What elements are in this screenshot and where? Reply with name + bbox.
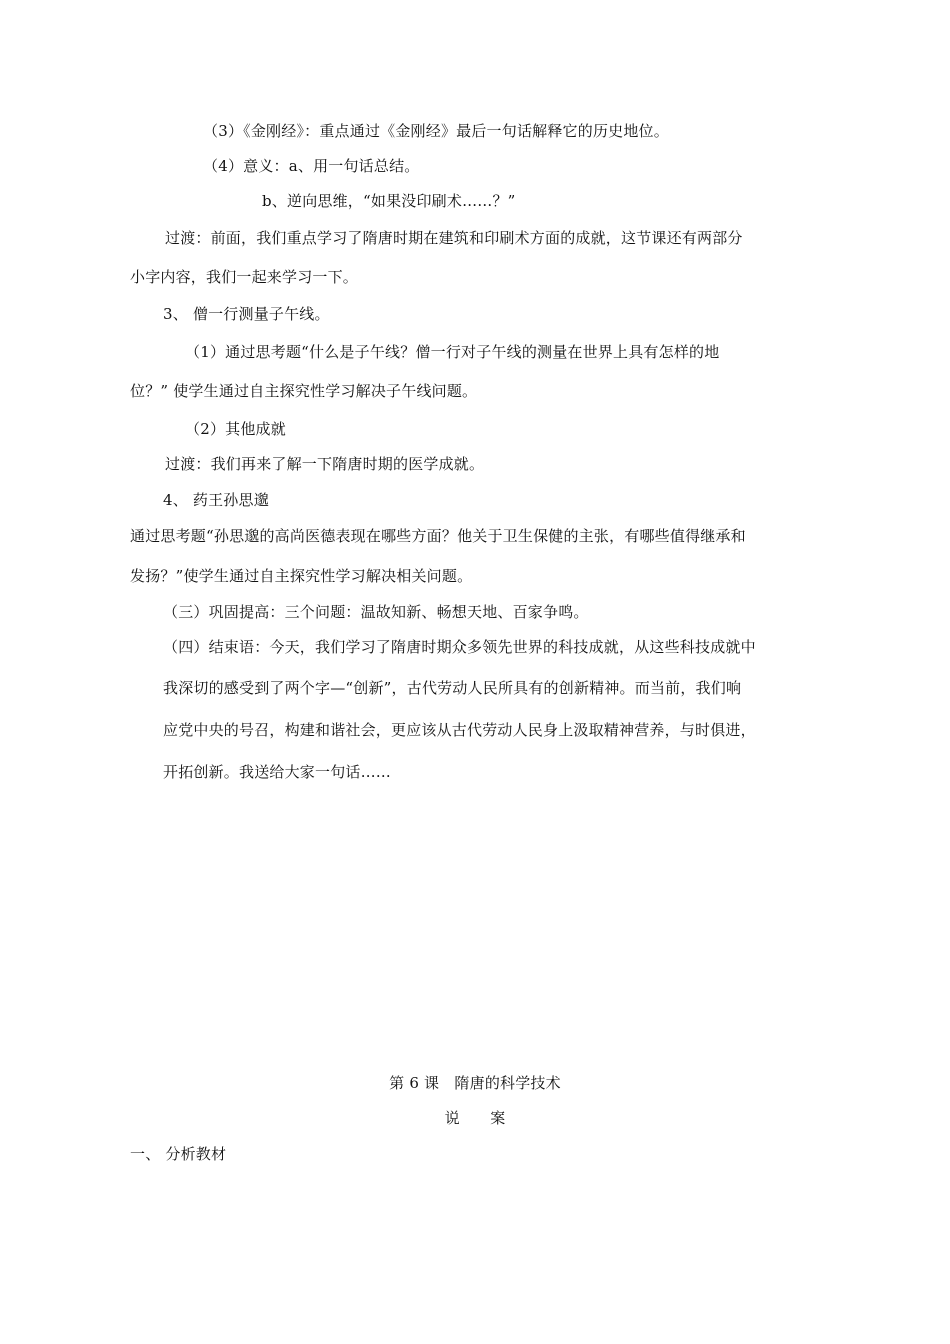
paragraph-line: （四）结束语：今天，我们学习了隋唐时期众多领先世界的科技成就，从这些科技成就中 bbox=[163, 638, 756, 656]
paragraph-line: 开拓创新。我送给大家一句话…… bbox=[163, 763, 392, 781]
paragraph-line: 通过思考题“孙思邈的高尚医德表现在哪些方面？他关于卫生保健的主张，有哪些值得继承和 bbox=[130, 527, 746, 545]
lesson-title: 第 6 课 隋唐的科学技术 bbox=[389, 1074, 561, 1092]
document-subtitle: 说 案 bbox=[444, 1109, 506, 1127]
paragraph-line: （三）巩固提高：三个问题：温故知新、畅想天地、百家争鸣。 bbox=[163, 603, 589, 621]
paragraph-line: 发扬？”使学生通过自主探究性学习解决相关问题。 bbox=[130, 567, 473, 585]
section-heading: 一、 分析教材 bbox=[130, 1145, 227, 1163]
paragraph-line: （4）意义：a、用一句话总结。 bbox=[203, 157, 420, 175]
paragraph-line: （3）《金刚经》：重点通过《金刚经》最后一句话解释它的历史地位。 bbox=[203, 122, 669, 140]
paragraph-line: 过渡：前面，我们重点学习了隋唐时期在建筑和印刷术方面的成就，这节课还有两部分 bbox=[165, 229, 743, 247]
list-item-heading: 4、 药王孙思邈 bbox=[163, 491, 269, 509]
paragraph-line: 位？” 使学生通过自主探究性学习解决子午线问题。 bbox=[130, 382, 478, 400]
paragraph-line: 我深切的感受到了两个字—“创新”，古代劳动人民所具有的创新精神。而当前，我们响 bbox=[163, 679, 742, 697]
paragraph-line: （2）其他成就 bbox=[185, 420, 286, 438]
paragraph-line: 过渡：我们再来了解一下隋唐时期的医学成就。 bbox=[165, 455, 485, 473]
list-item-heading: 3、 僧一行测量子午线。 bbox=[163, 305, 330, 323]
paragraph-line: （1）通过思考题“什么是子午线？僧一行对子午线的测量在世界上具有怎样的地 bbox=[185, 343, 720, 361]
paragraph-line: 小字内容，我们一起来学习一下。 bbox=[130, 268, 359, 286]
paragraph-line: 应党中央的号召，构建和谐社会，更应该从古代劳动人民身上汲取精神营养，与时俱进， bbox=[163, 721, 756, 739]
paragraph-line: b、逆向思维，“如果没印刷术……？” bbox=[262, 192, 516, 210]
